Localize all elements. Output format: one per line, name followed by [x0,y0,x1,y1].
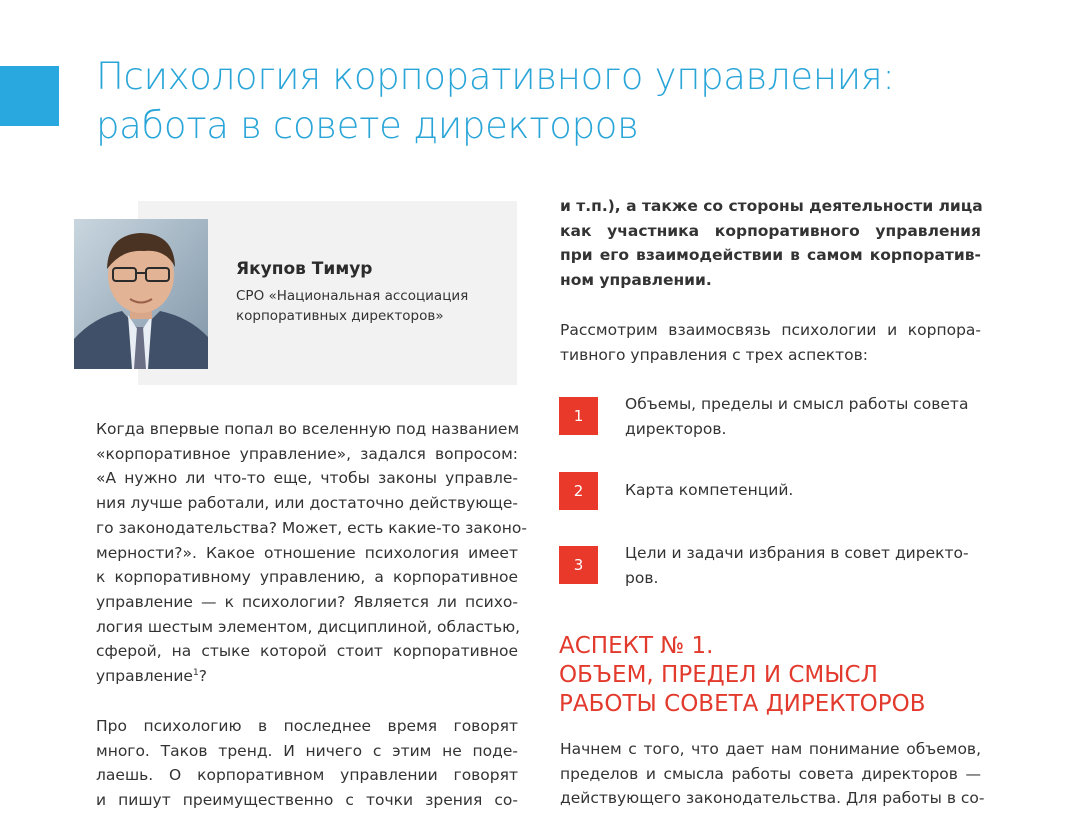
heading-line: ОБЪЕМ, ПРЕДЕЛ И СМЫСЛ [559,662,878,688]
left-paragraph-2 [96,714,518,813]
text-line: сферой, на стыке которой стоит корпоративное [96,642,518,661]
text-line: к корпоративному управлению, а корпоративное [96,568,518,587]
text-line: лаешь. О корпоративном управлении говорят [96,766,518,785]
right-paragraph-1 [560,318,981,367]
text-line: «корпоративное управление», задался вопросом: [96,444,518,463]
list-number-badge: 2 [559,472,598,510]
list-item [625,541,985,591]
aspect-heading [559,632,1009,719]
right-bold-intro [560,194,981,293]
author-org-line: корпоративных директоров» [236,308,444,324]
footnote-mark[interactable]: 1 [192,667,199,678]
text-line: тивного управления с трех аспектов: [560,345,868,364]
text-line: и пишут преимущественно с точки зрения со- [96,791,518,810]
list-item-line: Карта компетенций. [625,481,794,499]
list-item-line: ров. [625,569,659,587]
author-name: Якупов Тимур [236,259,373,279]
text-line: го законодательства? Может, есть какие-то законо- [96,518,527,537]
heading-line: РАБОТЫ СОВЕТА ДИРЕКТОРОВ [559,691,926,717]
text-line: Про психологию в последнее время говорят [96,717,518,735]
text-line: пределов и смысла работы совета директоров — [560,764,981,783]
text-line: ния лучше работали, или достаточно действующе- [96,494,518,513]
right-paragraph-2 [560,737,985,811]
text-fragment: ? [198,667,207,686]
text-line: и т.п.), а также со стороны деятельности лица [560,197,983,215]
text-line: управление — к психологии? Является ли психо- [96,592,518,611]
page-title [96,52,996,150]
list-item [625,392,985,442]
text-line: при его взаимодействии в самом корпоратив- [560,246,981,265]
text-line: действующего законодательства. Для работы в со- [560,789,985,808]
author-organization [236,286,506,326]
text-line: мерности?». Какое отношение психология имеет [96,543,518,562]
list-item-line: директоров. [625,420,727,438]
text-line: Когда впервые попал во вселенную под названием [96,420,520,438]
portrait-image [74,219,208,369]
list-item [625,478,985,503]
heading-line: АСПЕКТ № 1. [559,633,714,659]
text-line: много. Таков тренд. И ничего с этим не поде- [96,741,518,760]
title-line-1: Психология корпоративного управления: [96,55,895,98]
text-fragment: управление [96,667,193,686]
list-item-line: Цели и задачи избрания в совет директо- [625,544,969,562]
text-line [96,664,518,689]
text-line: как участника корпоративного управления [560,221,981,240]
text-line: Начнем с того, что дает нам понимание объемов, [560,740,981,758]
text-line: «А нужно ли что-то еще, чтобы законы управле- [96,469,518,488]
left-paragraph-1 [96,417,527,689]
list-number-badge: 3 [559,546,598,584]
text-line: ном управлении. [560,271,712,290]
accent-square [0,66,59,126]
author-photo [74,219,208,369]
text-line: Рассмотрим взаимосвязь психологии и корпора- [560,321,981,339]
text-line: логия шестым элементом, дисциплиной, областью, [96,617,521,636]
title-line-2: работа в совете директоров [96,104,639,147]
list-number-badge: 1 [559,397,598,435]
list-item-line: Объемы, пределы и смысл работы совета [625,395,969,413]
author-org-line: СРО «Национальная ассоциация [236,288,469,304]
